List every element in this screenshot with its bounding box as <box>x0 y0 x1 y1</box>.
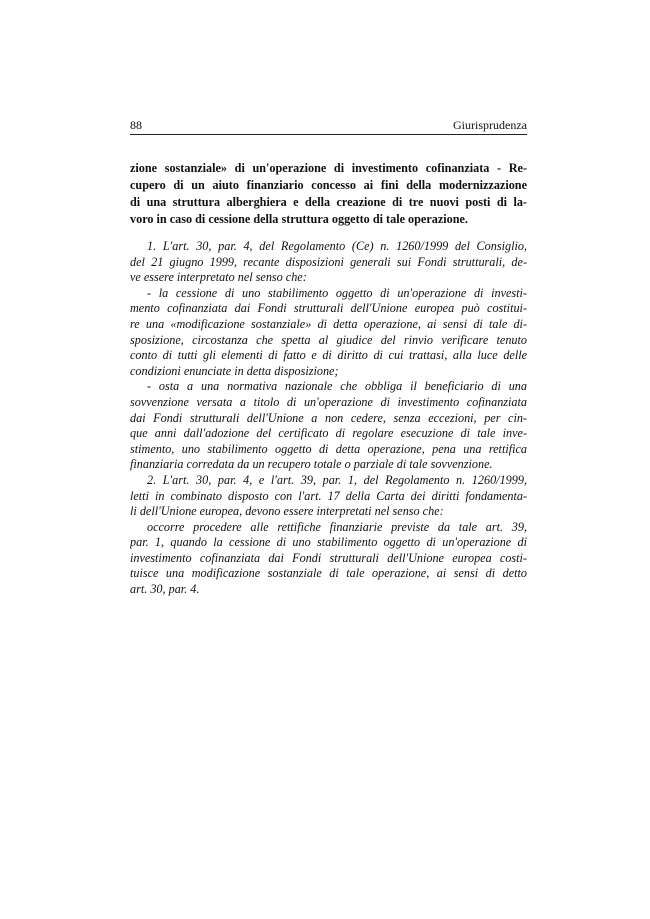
header-rule <box>130 134 527 135</box>
body-line: finanziaria corredata da un recupero totale o parziale di tale sovvenzione. <box>130 457 493 472</box>
page-header <box>130 117 527 133</box>
body-line: mento cofinanziata dai Fondi strutturali dell'Unione europea può costitui- <box>130 301 527 316</box>
body-line: tuisce una modificazione sostanziale di tale operazione, ai sensi di detto <box>130 566 527 581</box>
body-line: dai Fondi strutturali dell'Unione a non cedere, senza eccezioni, per cin- <box>130 410 527 425</box>
body-line: par. 1, quando la cessione di uno stabilimento oggetto di un'operazione di <box>130 535 527 550</box>
body-line: ve essere interpretato nel senso che: <box>130 270 307 285</box>
body-line: sposizione, circostanza che spetta al giudice del rinvio verificare tenuto <box>130 332 527 347</box>
body-line: li dell'Unione europea, devono essere interpretati nel senso che: <box>130 504 444 519</box>
body-line: 1. L'art. 30, par. 4, del Regolamento (Ce) n. 1260/1999 del Consiglio, <box>147 239 527 253</box>
heading-line: voro in caso di cessione della struttura oggetto di tale operazione. <box>130 212 468 226</box>
body-line: conto di tutti gli elementi di fatto e di diritto di cui trattasi, alla luce delle <box>130 348 527 363</box>
body-line: que anni dall'adozione del certificato di regolare esecuzione di tale inve- <box>130 426 527 441</box>
ruling-text <box>130 239 527 598</box>
body-line: 2. L'art. 30, par. 4, e l'art. 39, par. 1, del Regolamento n. 1260/1999, <box>147 472 527 487</box>
heading-line: zione sostanziale» di un'operazione di investimento cofinanziata - Re- <box>130 161 527 175</box>
body-line: art. 30, par. 4. <box>130 582 200 597</box>
body-line: stimento, uno stabilimento oggetto di detta operazione, pena una rettifica <box>130 441 527 456</box>
running-title: Giurisprudenza <box>453 118 527 132</box>
page-number: 88 <box>130 118 142 132</box>
body-line: condizioni enunciate in detta disposizione; <box>130 363 339 378</box>
body-line: investimento cofinanziata dai Fondi strutturali dell'Unione europea costi- <box>130 550 527 565</box>
body-line: re una «modificazione sostanziale» di detta operazione, ai sensi di tale di- <box>130 316 527 331</box>
body-line: sovvenzione versata a titolo di un'operazione di investimento cofinanziata <box>130 394 527 409</box>
heading-line: di una struttura alberghiera e della creazione di tre nuovi posti di la- <box>130 195 527 209</box>
heading-line: cupero di un aiuto finanziario concesso ai fini della modernizzazione <box>130 178 527 192</box>
body-line: occorre procedere alle rettifiche finanziarie previste da tale art. 39, <box>147 519 527 534</box>
body-line: letti in combinato disposto con l'art. 17 della Carta dei diritti fondamenta- <box>130 488 527 503</box>
body-line: del 21 giugno 1999, recante disposizioni generali sui Fondi strutturali, de- <box>130 254 527 269</box>
body-line: - osta a una normativa nazionale che obbliga il beneficiario di una <box>147 379 527 394</box>
case-summary-heading <box>130 160 527 228</box>
body-line: - la cessione di uno stabilimento oggetto di un'operazione di investi- <box>147 285 527 300</box>
